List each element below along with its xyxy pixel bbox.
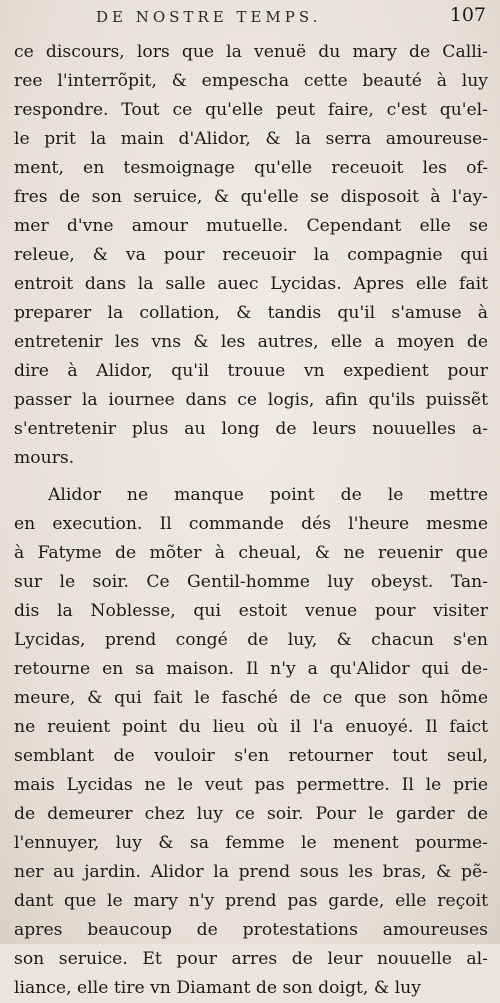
text-line: fres de son seruice, & qu'elle se disposoit à l'ay- (14, 187, 488, 207)
text-line: semblant de vouloir s'en retourner tout seul, (14, 746, 488, 766)
text-line: Alidor ne manque point de le mettre (48, 485, 488, 505)
text-line: sur le soir. Ce Gentil-homme luy obeyst. Tan- (14, 572, 488, 592)
text-line: ne reuient point du lieu où il l'a enuoyé. Il faict (14, 717, 488, 737)
text-line: l'ennuyer, luy & sa femme le menent pourme- (14, 833, 488, 853)
text-line: dire à Alidor, qu'il trouue vn expedient pour (14, 361, 488, 381)
running-head (0, 0, 500, 36)
text-line: mer d'vne amour mutuelle. Cependant elle se (14, 216, 488, 236)
text-line: de demeurer chez luy ce soir. Pour le garder de (14, 804, 488, 824)
text-line: entretenir les vns & les autres, elle a moyen de (14, 332, 488, 352)
text-line: retourne en sa maison. Il n'y a qu'Alidor qui de- (14, 659, 488, 679)
body-text (14, 38, 488, 1003)
text-line: le prit la main d'Alidor, & la serra amoureuse- (14, 129, 488, 149)
text-line: liance, elle tire vn Diamant de son doigt, & luy (14, 978, 421, 998)
bottom-margin (0, 880, 500, 944)
text-line: à Fatyme de mõter à cheual, & ne reuenir que (14, 543, 488, 563)
text-line: dant que le mary n'y prend pas garde, elle reçoit (14, 891, 488, 911)
running-title: DE NOSTRE TEMPS. (96, 8, 322, 26)
page-number: 107 (449, 4, 486, 26)
text-line: apres beaucoup de protestations amoureuses (14, 920, 488, 940)
text-line: mais Lycidas ne le veut pas permettre. Il le prie (14, 775, 488, 795)
text-line: Lycidas, prend congé de luy, & chacun s'en (14, 630, 488, 650)
text-line: respondre. Tout ce qu'elle peut faire, c'est qu'el- (14, 100, 488, 120)
text-line: ce discours, lors que la venuë du mary de Calli- (14, 42, 488, 62)
paragraph-1 (14, 38, 488, 473)
text-line: releue, & va pour receuoir la compagnie qui (14, 245, 488, 265)
text-line: en execution. Il commande dés l'heure mesme (14, 514, 488, 534)
text-line: s'entretenir plus au long de leurs nouuelles a- (14, 419, 488, 439)
text-line: mours. (14, 448, 75, 468)
text-line: ner au jardin. Alidor la prend sous les bras, & pẽ- (14, 862, 488, 882)
text-line: preparer la collation, & tandis qu'il s'amuse à (14, 303, 488, 323)
text-line: entroit dans la salle auec Lycidas. Apres elle fait (14, 274, 488, 294)
text-line: meure, & qui fait le fasché de ce que son hõme (14, 688, 488, 708)
text-line: son seruice. Et pour arres de leur nouuelle al- (14, 949, 488, 969)
text-line: ment, en tesmoignage qu'elle receuoit les of- (14, 158, 488, 178)
text-line: ree l'interrõpit, & empescha cette beauté à luy (14, 71, 488, 91)
text-line: passer la iournee dans ce logis, afin qu'ils puissẽt (14, 390, 488, 410)
text-line: dis la Noblesse, qui estoit venue pour visiter (14, 601, 488, 621)
